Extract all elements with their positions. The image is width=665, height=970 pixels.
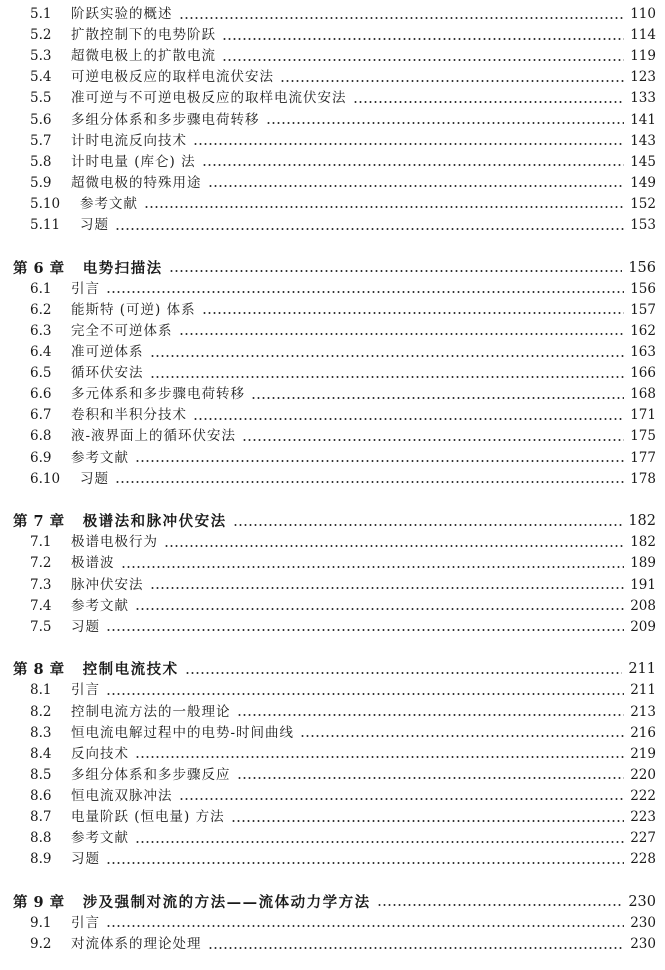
toc-title: 计时电流反向技术 — [71, 132, 187, 149]
toc-number: 8.1 — [30, 682, 52, 699]
dot-leader — [115, 480, 624, 484]
toc-section-row — [0, 279, 665, 300]
toc-page-number: 211 — [630, 682, 656, 699]
toc-section-row — [0, 828, 665, 849]
toc-section-row — [0, 723, 665, 744]
toc-page-number: 162 — [630, 322, 656, 339]
toc-title: 习题 — [80, 470, 109, 487]
dot-leader — [106, 861, 624, 865]
toc-title: 完全不可逆体系 — [71, 322, 173, 339]
toc-section-row — [0, 152, 665, 173]
toc-number: 6.3 — [30, 322, 52, 339]
dot-leader — [115, 227, 624, 231]
toc-page-number: 143 — [630, 132, 656, 149]
toc-number: 5.6 — [30, 111, 52, 128]
toc-title: 恒电流双脉冲法 — [71, 787, 173, 804]
toc-section-row — [0, 807, 665, 828]
dot-leader — [237, 776, 625, 780]
toc-section-row — [0, 448, 665, 469]
toc-number: 9.2 — [30, 936, 52, 952]
toc-number: 6.7 — [30, 407, 52, 424]
toc-page-number: 157 — [630, 301, 656, 318]
toc-page-number: 209 — [630, 618, 656, 635]
toc-page-number: 227 — [630, 830, 656, 847]
toc-number: 5.4 — [30, 69, 52, 86]
toc-section-row — [0, 469, 665, 490]
toc-section-row — [0, 596, 665, 617]
toc-title: 脉冲伏安法 — [71, 576, 144, 593]
toc-section-row — [0, 342, 665, 363]
toc-title: 习题 — [71, 618, 100, 635]
toc-number: 6.5 — [30, 365, 52, 382]
toc-section-row — [0, 532, 665, 553]
dot-leader — [164, 544, 624, 548]
toc-page-number: 189 — [630, 555, 656, 572]
toc-page-number: 156 — [630, 280, 656, 297]
toc-number: 第 7 章 — [13, 513, 65, 531]
toc-number: 第 6 章 — [13, 259, 65, 277]
toc-title: 扩散控制下的电势阶跃 — [71, 27, 216, 44]
dot-leader — [179, 332, 625, 336]
toc-section-row — [0, 110, 665, 131]
toc-section-row — [0, 426, 665, 447]
dot-leader — [242, 438, 624, 442]
dot-leader — [377, 903, 623, 907]
toc-title: 极谱电极行为 — [71, 534, 158, 551]
toc-title: 超微电极上的扩散电流 — [71, 48, 216, 65]
toc-section-row — [0, 617, 665, 638]
toc-section-row — [0, 849, 665, 870]
dot-leader — [169, 269, 623, 273]
toc-section-row — [0, 405, 665, 426]
toc-page-number: 211 — [628, 661, 656, 678]
toc-section-row — [0, 194, 665, 215]
toc-title: 可逆电极反应的取样电流伏安法 — [71, 69, 274, 86]
dot-leader — [208, 184, 625, 188]
toc-page-number: 166 — [630, 365, 656, 382]
dot-leader — [106, 692, 624, 696]
toc-number: 7.5 — [30, 618, 52, 635]
toc-page-number: 152 — [630, 195, 656, 212]
toc-section-row — [0, 300, 665, 321]
toc-number: 5.1 — [30, 6, 52, 22]
toc-number: 6.9 — [30, 449, 52, 466]
toc-page-number: 133 — [630, 90, 656, 107]
dot-leader — [266, 121, 625, 125]
toc-section-row — [0, 88, 665, 109]
dot-leader — [300, 734, 624, 738]
toc-page-number: 171 — [630, 407, 656, 424]
dot-leader — [106, 924, 624, 928]
toc-number: 8.7 — [30, 809, 52, 825]
toc-title: 超微电极的特殊用途 — [71, 174, 202, 191]
toc-title: 液-液界面上的循环伏安法 — [71, 428, 237, 445]
toc-section-row — [0, 913, 665, 934]
toc-section-row — [0, 575, 665, 596]
toc-section-row — [0, 934, 665, 955]
toc-page-number: 149 — [630, 174, 656, 191]
toc-title: 计时电量 (库仑) 法 — [71, 153, 196, 170]
toc-title: 准可逆体系 — [71, 344, 144, 360]
toc-section-row — [0, 25, 665, 46]
dot-leader — [179, 16, 625, 20]
dot-leader — [150, 375, 625, 379]
toc-title: 电量阶跃 (恒电量) 方法 — [71, 809, 225, 825]
toc-title: 控制电流技术 — [82, 661, 179, 679]
toc-title: 多组分体系和多步骤反应 — [71, 766, 231, 783]
toc-page-number: 182 — [630, 534, 656, 551]
dot-leader — [185, 671, 623, 675]
dot-leader — [150, 586, 625, 590]
toc-number: 7.1 — [30, 534, 52, 551]
toc-page-number: 168 — [630, 386, 656, 403]
toc-number: 8.5 — [30, 766, 52, 783]
toc-number: 6.2 — [30, 301, 52, 318]
toc-number: 6.6 — [30, 386, 52, 403]
toc-number: 5.10 — [30, 195, 61, 212]
toc-title: 涉及强制对流的方法——流体动力学方法 — [82, 893, 371, 911]
toc-title: 引言 — [71, 280, 100, 297]
toc-title: 参考文献 — [71, 597, 129, 614]
toc-number: 7.2 — [30, 555, 52, 572]
toc-page-number: 230 — [630, 914, 656, 931]
toc-page-number: 153 — [630, 217, 656, 233]
toc-section-row — [0, 786, 665, 807]
toc-title: 能斯特 (可逆) 体系 — [71, 301, 196, 318]
toc-page-number: 178 — [630, 470, 656, 487]
dot-leader — [106, 628, 624, 632]
toc-number: 5.11 — [30, 217, 61, 233]
toc-section-row — [0, 321, 665, 342]
toc-section-row — [0, 384, 665, 405]
toc-number: 8.9 — [30, 851, 52, 868]
toc-page-number: 223 — [630, 809, 656, 825]
toc-number: 5.8 — [30, 153, 52, 170]
toc-number: 8.8 — [30, 830, 52, 847]
toc-number: 8.6 — [30, 787, 52, 804]
toc-page-number: 119 — [630, 48, 656, 65]
toc-title: 对流体系的理论处理 — [71, 936, 202, 952]
dot-leader — [222, 58, 624, 62]
toc-page-number: 182 — [628, 513, 656, 530]
toc-title: 卷积和半积分技术 — [71, 407, 187, 424]
dot-leader — [193, 142, 624, 146]
toc-number: 5.2 — [30, 27, 52, 44]
toc-section-row — [0, 744, 665, 765]
toc-page-number: 191 — [630, 576, 656, 593]
dot-leader — [231, 819, 625, 823]
toc-page-number: 110 — [630, 6, 656, 22]
toc-page-number: 220 — [630, 766, 656, 783]
toc-page-number: 123 — [630, 69, 656, 86]
toc-title: 准可逆与不可逆电极反应的取样电流伏安法 — [71, 90, 347, 107]
toc-page-number: 219 — [630, 745, 656, 762]
toc-section-row — [0, 46, 665, 67]
toc-title: 极谱波 — [71, 555, 115, 572]
toc-page-number: 228 — [630, 851, 656, 868]
toc-section-row — [0, 131, 665, 152]
toc-title: 多元体系和多步骤电荷转移 — [71, 386, 245, 403]
toc-title: 恒电流电解过程中的电势-时间曲线 — [71, 724, 295, 741]
toc-section-row — [0, 363, 665, 384]
toc-page-number: 216 — [630, 724, 656, 741]
dot-leader — [202, 163, 625, 167]
dot-leader — [237, 713, 625, 717]
toc-title: 电势扫描法 — [82, 259, 163, 277]
toc-title: 阶跃实验的概述 — [71, 6, 173, 22]
toc-page-number: 177 — [630, 449, 656, 466]
toc-number: 6.10 — [30, 470, 61, 487]
toc-title: 习题 — [71, 851, 100, 868]
toc-chapter-row — [0, 892, 665, 913]
toc-number: 第 9 章 — [13, 893, 65, 911]
toc-page-number: 163 — [630, 344, 656, 360]
dot-leader — [251, 396, 624, 400]
toc-page-number: 145 — [630, 153, 656, 170]
toc-section-row — [0, 702, 665, 723]
toc-title: 参考文献 — [71, 449, 129, 466]
toc-title: 引言 — [71, 682, 100, 699]
dot-leader — [222, 37, 624, 41]
dot-leader — [193, 417, 624, 421]
toc-section-row — [0, 173, 665, 194]
toc-page-number: 114 — [630, 27, 656, 44]
dot-leader — [135, 459, 624, 463]
toc-title: 多组分体系和多步骤电荷转移 — [71, 111, 260, 128]
toc-chapter-row — [0, 659, 665, 680]
toc-title: 循环伏安法 — [71, 365, 144, 382]
toc-section-row — [0, 215, 665, 236]
toc-page-number: 208 — [630, 597, 656, 614]
dot-leader — [202, 311, 625, 315]
dot-leader — [280, 79, 624, 83]
toc-number: 8.4 — [30, 745, 52, 762]
toc-section-row — [0, 765, 665, 786]
toc-page-number: 230 — [630, 936, 656, 952]
toc-number: 6.8 — [30, 428, 52, 445]
toc-page-number: 141 — [630, 111, 656, 128]
toc-number: 6.1 — [30, 280, 52, 297]
toc-title: 反向技术 — [71, 745, 129, 762]
toc-chapter-row — [0, 511, 665, 532]
toc-page-number: 156 — [628, 259, 656, 276]
toc-number: 6.4 — [30, 344, 52, 360]
toc-number: 5.3 — [30, 48, 52, 65]
dot-leader — [233, 523, 623, 527]
toc-number: 第 8 章 — [13, 661, 65, 679]
dot-leader — [150, 354, 625, 358]
toc-page-number: 222 — [630, 787, 656, 804]
toc-title: 参考文献 — [80, 195, 138, 212]
toc-number: 7.4 — [30, 597, 52, 614]
toc-number: 5.7 — [30, 132, 52, 149]
toc-title: 引言 — [71, 914, 100, 931]
toc-number: 5.5 — [30, 90, 52, 107]
toc-section-row — [0, 67, 665, 88]
toc-title: 参考文献 — [71, 830, 129, 847]
dot-leader — [135, 755, 624, 759]
dot-leader — [144, 205, 624, 209]
toc-title: 控制电流方法的一般理论 — [71, 703, 231, 720]
toc-section-row — [0, 553, 665, 574]
toc-chapter-row — [0, 258, 665, 279]
dot-leader — [353, 100, 625, 104]
toc-section-row — [0, 4, 665, 25]
dot-leader — [208, 946, 625, 950]
toc-page-number: 213 — [630, 703, 656, 720]
toc-section-row — [0, 680, 665, 701]
toc-page-number: 230 — [628, 893, 656, 910]
dot-leader — [135, 840, 624, 844]
toc-number: 5.9 — [30, 174, 52, 191]
toc-number: 7.3 — [30, 576, 52, 593]
toc-number: 9.1 — [30, 914, 52, 931]
toc-title: 极谱法和脉冲伏安法 — [82, 513, 227, 531]
dot-leader — [179, 797, 625, 801]
toc-page-number: 175 — [630, 428, 656, 445]
toc-title: 习题 — [80, 217, 109, 233]
dot-leader — [106, 290, 624, 294]
dot-leader — [135, 607, 624, 611]
dot-leader — [121, 565, 625, 569]
toc-number: 8.2 — [30, 703, 52, 720]
toc-number: 8.3 — [30, 724, 52, 741]
